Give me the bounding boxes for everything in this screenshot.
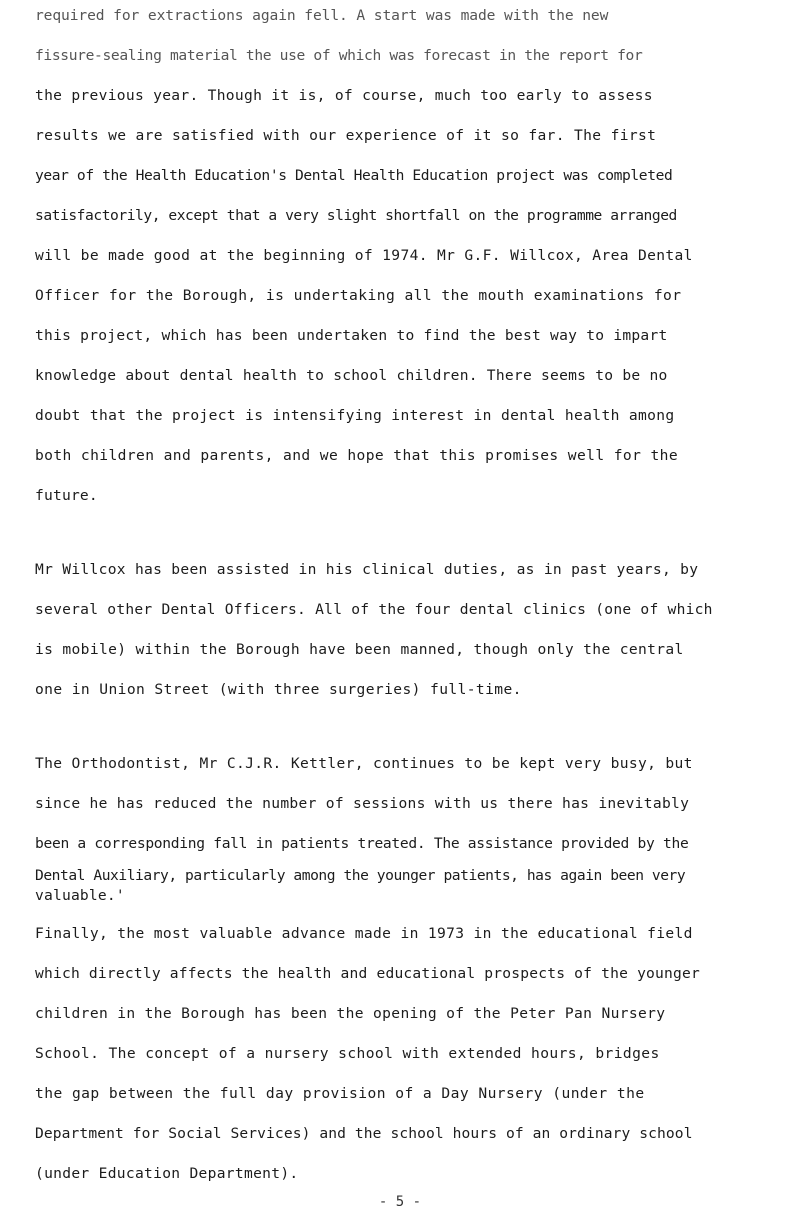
text-line: this project, which has been undertaken to find the best way to impart — [35, 327, 668, 344]
text-line: required for extractions again fell. A start was made with the new — [35, 7, 609, 24]
text-line: children in the Borough has been the opening of the Peter Pan Nursery — [35, 1005, 666, 1022]
text-line: results we are satisfied with our experience of it so far. The first — [35, 127, 657, 144]
text-line: is mobile) within the Borough have been manned, though only the central — [35, 641, 684, 658]
text-line: School. The concept of a nursery school with extended hours, bridges — [35, 1045, 660, 1062]
text-line: valuable.' — [35, 887, 125, 904]
text-line: since he has reduced the number of sessions with us there has inevitably — [35, 795, 690, 812]
text-line: one in Union Street (with three surgeries) full-time. — [35, 681, 522, 698]
text-line: Officer for the Borough, is undertaking all the mouth examinations for — [35, 287, 682, 304]
text-line: will be made good at the beginning of 1974. Mr G.F. Willcox, Area Dental — [35, 247, 693, 264]
text-line: which directly affects the health and educational prospects of the younger — [35, 965, 700, 982]
text-line: fissure-sealing material the use of which was forecast in the report for — [35, 47, 643, 64]
text-line: the gap between the full day provision of a Day Nursery (under the — [35, 1085, 645, 1102]
text-line: been a corresponding fall in patients treated. The assistance provided by the — [35, 835, 689, 852]
text-line: future. — [35, 487, 98, 504]
text-line: both children and parents, and we hope that this promises well for the — [35, 447, 679, 464]
text-line: year of the Health Education's Dental Health Education project was completed — [35, 167, 673, 184]
text-line: Department for Social Services) and the school hours of an ordinary school — [35, 1125, 693, 1142]
page-number: - 5 - — [378, 1194, 422, 1210]
text-line: Dental Auxiliary, particularly among the younger patients, has again been very — [35, 867, 686, 884]
text-line: satisfactorily, except that a very slight shortfall on the programme arranged — [35, 207, 677, 224]
text-line: the previous year. Though it is, of course, much too early to assess — [35, 87, 653, 104]
text-line: several other Dental Officers. All of the four dental clinics (one of which — [35, 601, 713, 618]
text-line: Mr Willcox has been assisted in his clinical duties, as in past years, by — [35, 561, 699, 578]
text-line: The Orthodontist, Mr C.J.R. Kettler, continues to be kept very busy, but — [35, 755, 693, 772]
text-line: knowledge about dental health to school children. There seems to be no — [35, 367, 668, 384]
text-line: (under Education Department). — [35, 1165, 299, 1182]
text-line: doubt that the project is intensifying interest in dental health among — [35, 407, 675, 424]
text-line: Finally, the most valuable advance made in 1973 in the educational field — [35, 925, 693, 942]
